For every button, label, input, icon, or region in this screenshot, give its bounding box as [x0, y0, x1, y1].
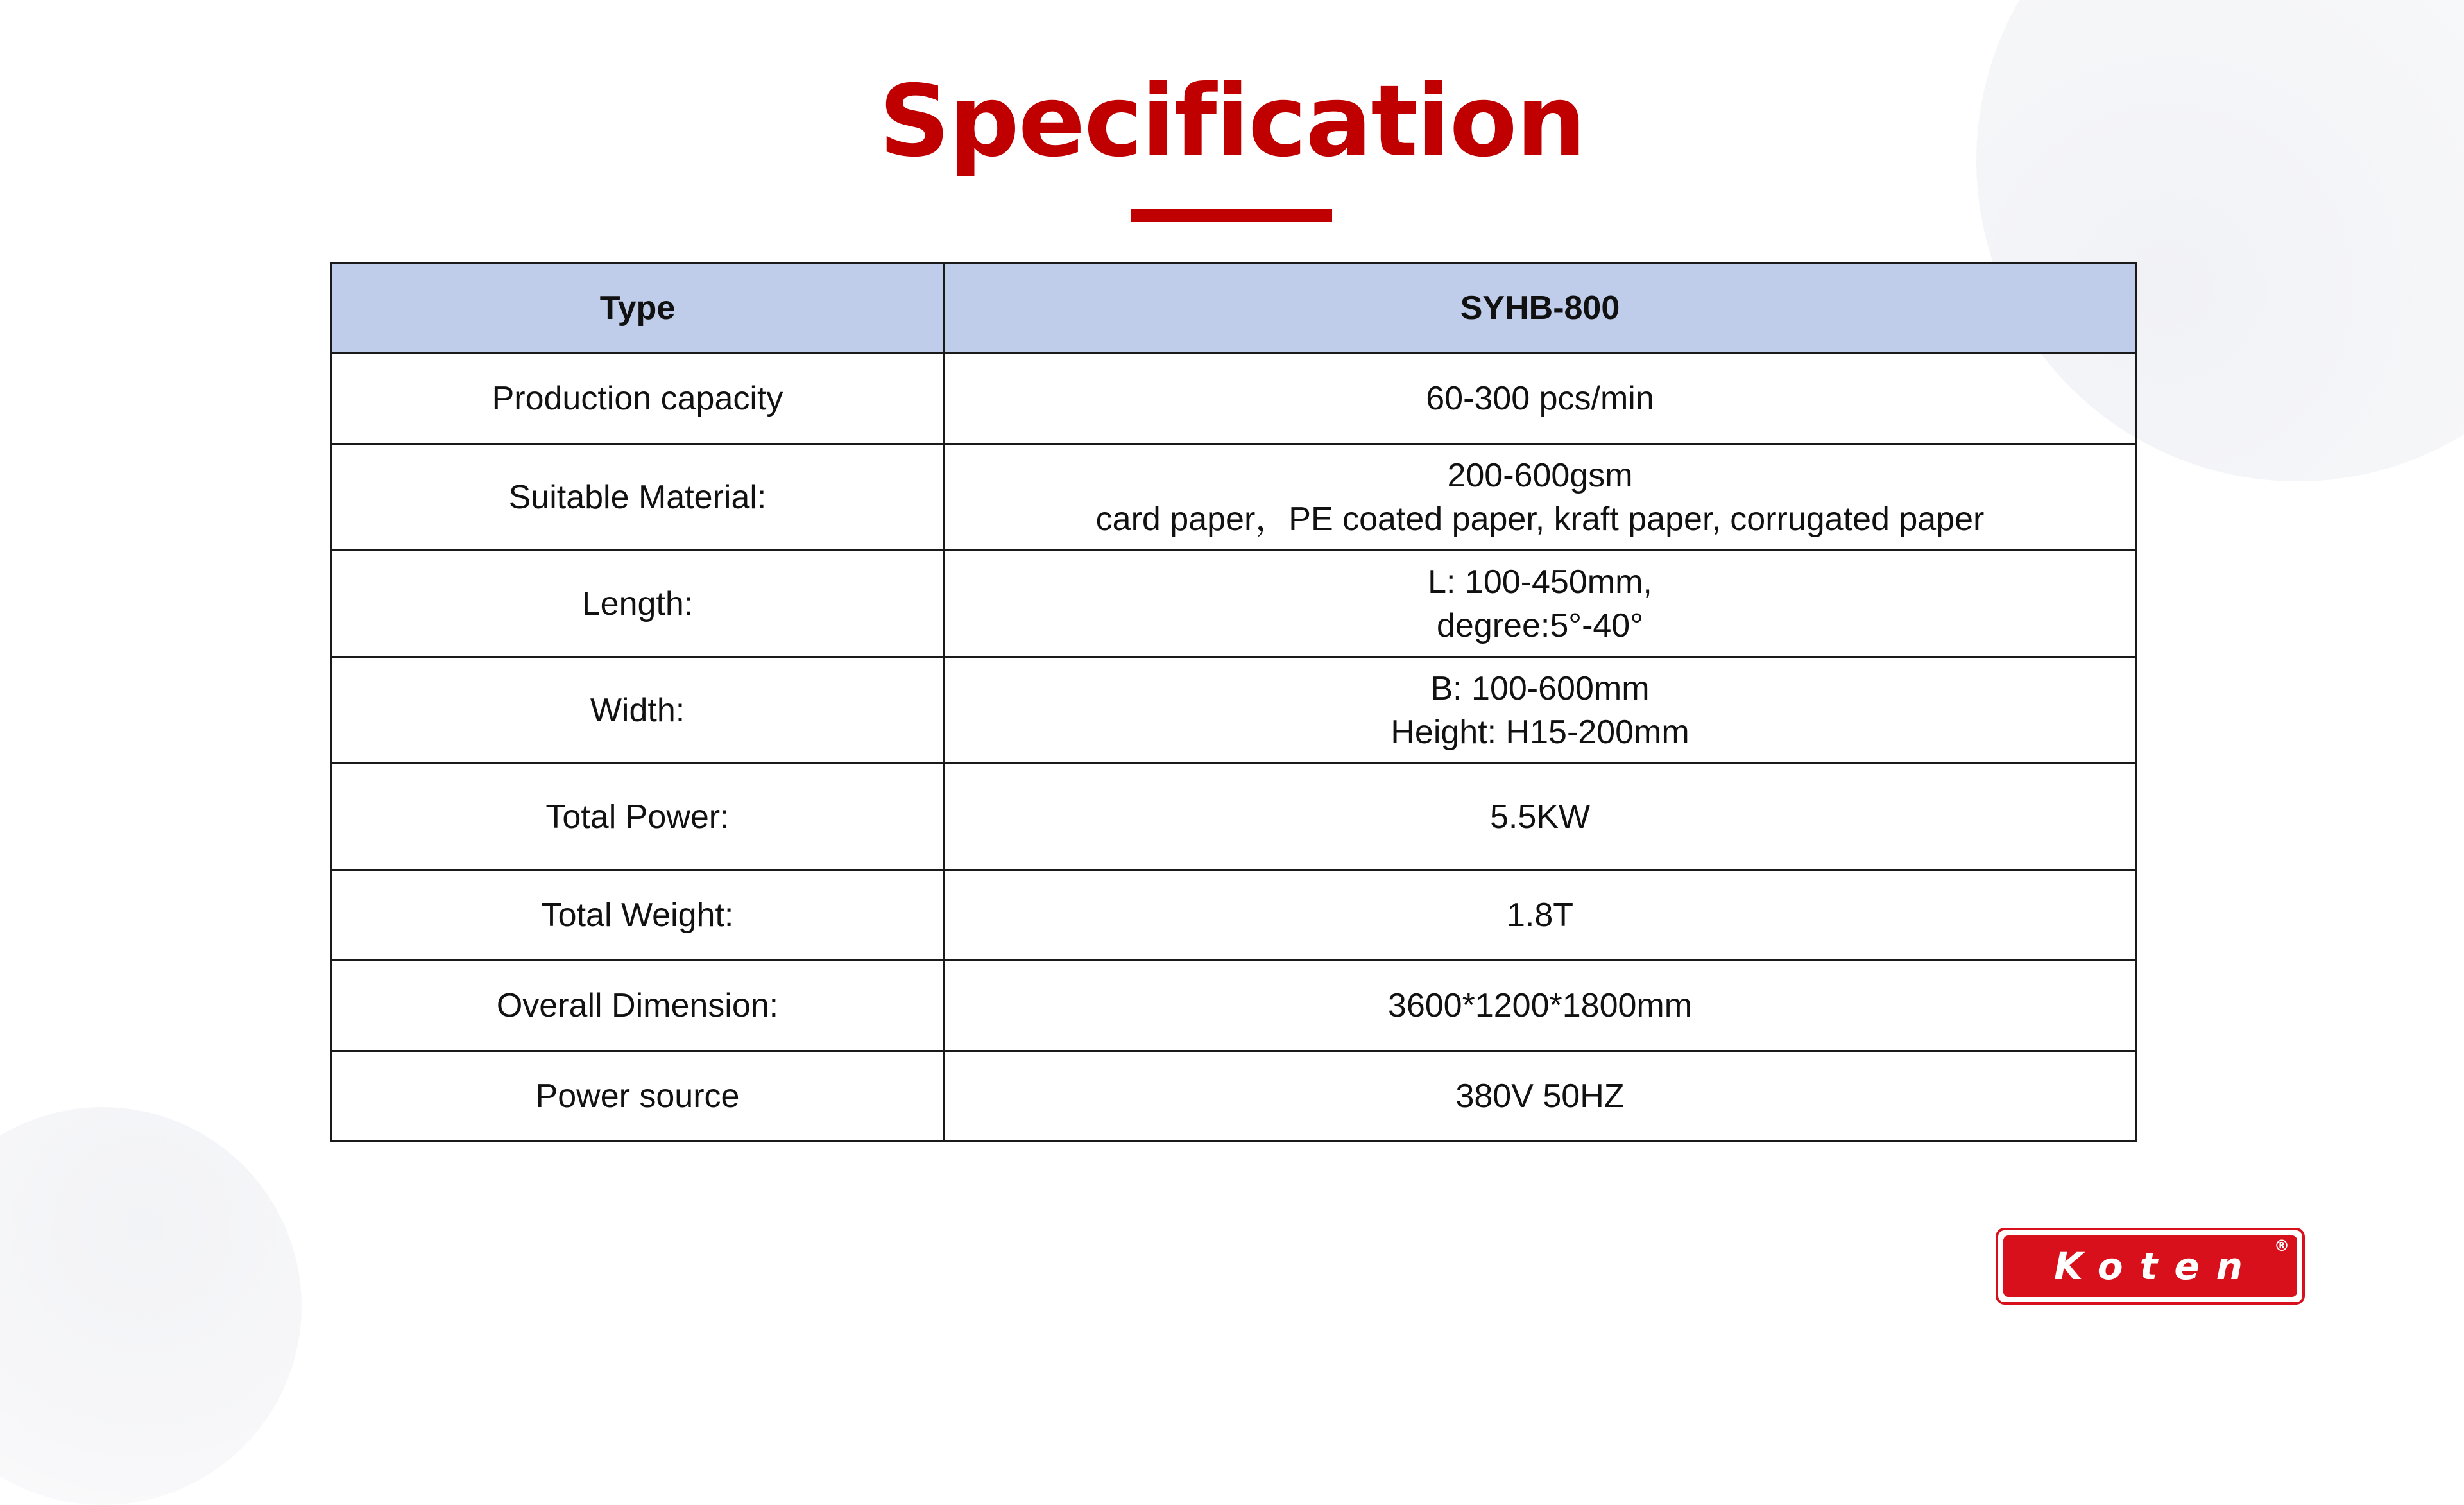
spec-value-line: Height: H15-200mm [1390, 713, 1690, 751]
spec-value [945, 870, 2136, 961]
spec-label: Suitable Material: [331, 444, 945, 551]
spec-value-line: 3600*1200*1800mm [1387, 987, 1693, 1024]
spec-value-line: L: 100-450mm, [1428, 563, 1652, 601]
spec-label: Width: [331, 657, 945, 764]
header-model-value: SYHB-800 [945, 263, 2136, 354]
spec-value-line: 200-600gsm [1447, 456, 1633, 494]
spec-value-line: 60-300 pcs/min [1426, 380, 1654, 417]
spec-value-line: card paper，PE coated paper, kraft paper, corrugated paper [1095, 500, 1985, 538]
spec-value [945, 444, 2136, 551]
spec-value [945, 961, 2136, 1051]
specification-table [330, 262, 2137, 1142]
table-row [331, 870, 2136, 961]
table-row [331, 354, 2136, 444]
table-row [331, 1051, 2136, 1142]
spec-value [945, 657, 2136, 764]
koten-logo [1996, 1228, 2305, 1305]
header-type-label: Type [331, 263, 945, 354]
spec-value-line: B: 100-600mm [1430, 669, 1650, 707]
spec-value [945, 1051, 2136, 1142]
logo-text: Koten [2054, 1244, 2259, 1288]
spec-label: Overall Dimension: [331, 961, 945, 1051]
table-row [331, 444, 2136, 551]
spec-label: Production capacity [331, 354, 945, 444]
spec-label: Total Weight: [331, 870, 945, 961]
table-row [331, 764, 2136, 870]
background-circle-bottom-left [0, 1107, 302, 1505]
spec-value-line: 380V 50HZ [1455, 1078, 1625, 1115]
spec-value-line: degree:5°-40° [1436, 606, 1644, 644]
spec-value [945, 354, 2136, 444]
spec-value-line: 5.5KW [1489, 798, 1591, 836]
spec-label: Length: [331, 551, 945, 657]
registered-mark-icon: ® [2274, 1237, 2289, 1255]
spec-label: Power source [331, 1051, 945, 1142]
table-row [331, 551, 2136, 657]
title-underline [1131, 209, 1332, 222]
logo-badge [2003, 1235, 2297, 1297]
spec-value [945, 551, 2136, 657]
table-header-row [331, 263, 2136, 354]
spec-value [945, 764, 2136, 870]
spec-label: Total Power: [331, 764, 945, 870]
table-row [331, 657, 2136, 764]
spec-value-line: 1.8T [1506, 897, 1574, 934]
page-title: Specification [878, 64, 1586, 179]
table-row [331, 961, 2136, 1051]
